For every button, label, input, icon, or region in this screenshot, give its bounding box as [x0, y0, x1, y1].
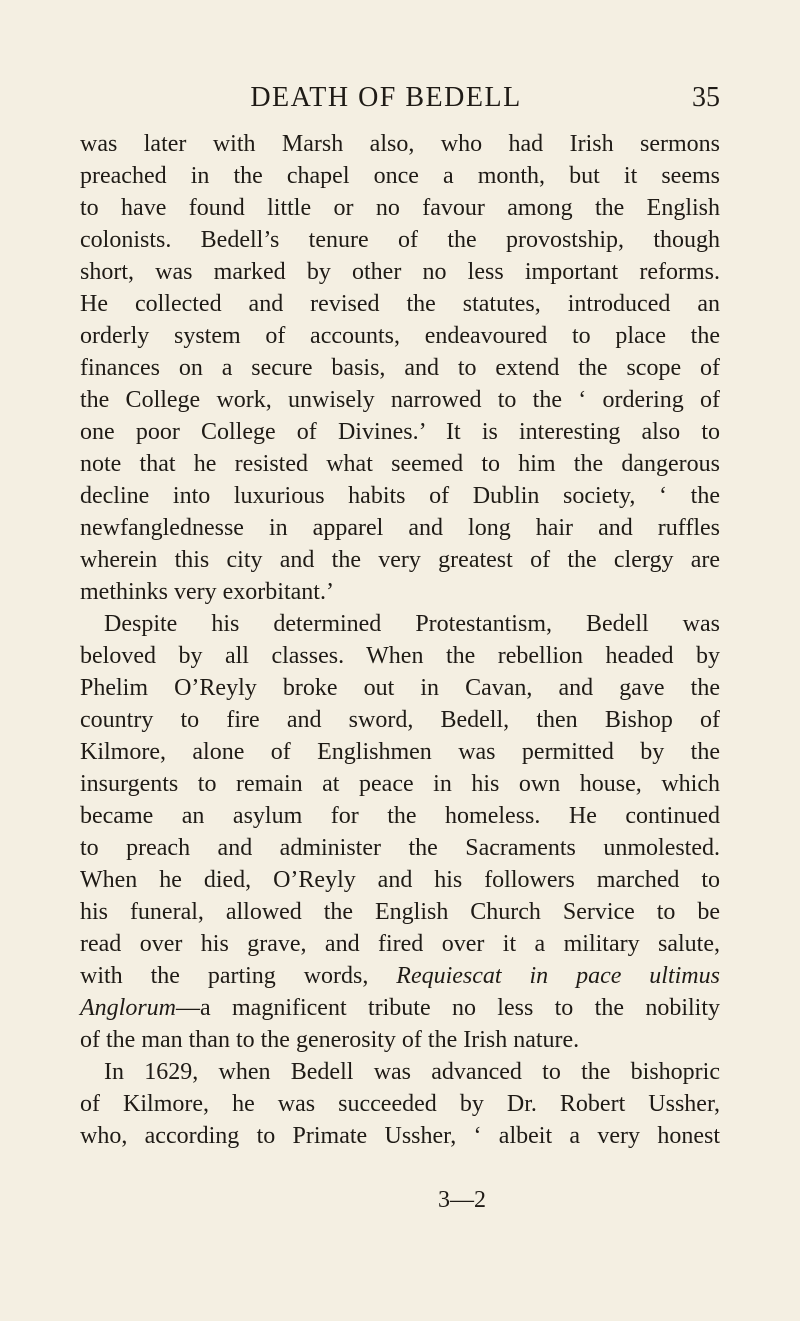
text-line-28 [80, 992, 720, 1024]
text-line-5: short, was marked by other no less important reforms. [80, 259, 720, 285]
text-line-19: country to fire and sword, Bedell, then Bishop of [80, 707, 720, 733]
text-line-18: Phelim O’Reyly broke out in Cavan, and gave the [80, 675, 720, 701]
text-line-2: preached in the chapel once a month, but it seems [80, 163, 720, 189]
text-line-7: orderly system of accounts, endeavoured to place the [80, 323, 720, 349]
text-line-15: methinks very exorbitant.’ [80, 579, 334, 605]
text-line-32: who, according to Primate Ussher, ‘ albeit a very honest [80, 1123, 720, 1149]
text-line-27 [80, 960, 720, 992]
text-line-22: became an asylum for the homeless. He continued [80, 803, 720, 829]
text-segment: —a magnificent tribute no less to the nobility [176, 995, 720, 1021]
text-line-14: wherein this city and the very greatest of the clergy are [80, 547, 720, 573]
text-line-6: He collected and revised the statutes, introduced an [80, 291, 720, 317]
body-text [80, 128, 720, 1152]
text-line-24: When he died, O’Reyly and his followers marched to [80, 867, 720, 893]
text-line-29: of the man than to the generosity of the Irish nature. [80, 1027, 580, 1053]
text-line-11: note that he resisted what seemed to him the dangerous [80, 451, 720, 477]
text-line-25: his funeral, allowed the English Church Service to be [80, 899, 720, 925]
text-line-26: read over his grave, and fired over it a military salute, [80, 931, 720, 957]
page-number: 35 [692, 82, 720, 113]
text-line-31: of Kilmore, he was succeeded by Dr. Robert Ussher, [80, 1091, 720, 1117]
text-line-30: In 1629, when Bedell was advanced to the bishopric [104, 1059, 720, 1085]
text-line-16: Despite his determined Protestantism, Bedell was [104, 611, 720, 637]
text-line-17: beloved by all classes. When the rebellion headed by [80, 643, 720, 669]
running-title: DEATH OF BEDELL [250, 82, 522, 113]
text-line-8: finances on a secure basis, and to extend the scope of [80, 355, 720, 381]
text-line-9: the College work, unwisely narrowed to the ‘ ordering of [80, 387, 720, 413]
text-line-21: insurgents to remain at peace in his own house, which [80, 771, 720, 797]
text-line-10: one poor College of Divines.’ It is interesting also to [80, 419, 720, 445]
text-line-4: colonists. Bedell’s tenure of the provostship, though [80, 227, 720, 253]
text-line-23: to preach and administer the Sacraments unmolested. [80, 835, 720, 861]
signature-mark: 3—2 [438, 1187, 486, 1213]
text-line-12: decline into luxurious habits of Dublin society, ‘ the [80, 483, 720, 509]
text-segment: with the parting words, [80, 963, 397, 989]
text-line-1: was later with Marsh also, who had Irish sermons [80, 131, 720, 157]
italic-phrase: Anglorum [80, 995, 176, 1021]
text-line-3: to have found little or no favour among the English [80, 195, 720, 221]
text-line-13: newfanglednesse in apparel and long hair and ruffles [80, 515, 720, 541]
italic-phrase: Requiescat in pace ultimus [396, 963, 720, 989]
page-header [80, 80, 720, 120]
text-line-20: Kilmore, alone of Englishmen was permitted by the [80, 739, 720, 765]
